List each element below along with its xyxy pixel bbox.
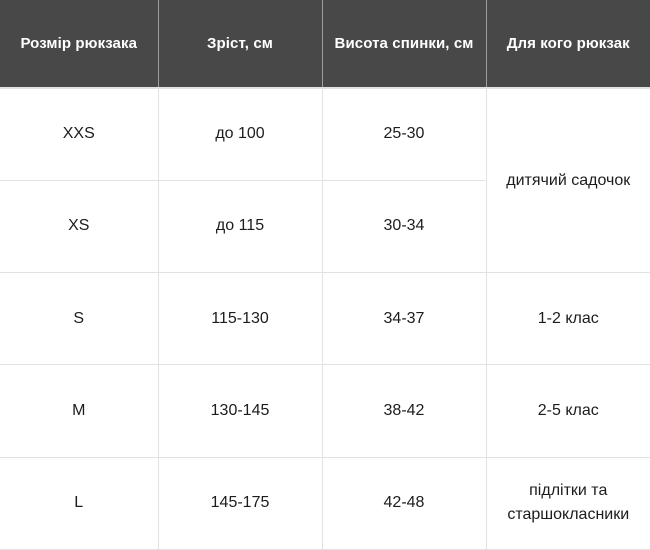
cell-size: XS [0,180,158,272]
cell-back-height: 25-30 [322,88,486,180]
cell-for-whom: 1-2 клас [486,273,650,365]
table-body [0,88,650,550]
header-cell-for-whom: Для кого рюкзак [486,0,650,88]
cell-height-range: до 100 [158,88,322,180]
cell-size: S [0,273,158,365]
header-cell-height: Зріст, см [158,0,322,88]
header-row [0,0,650,88]
cell-height-range: 115-130 [158,273,322,365]
header-cell-back-height: Висота спинки, см [322,0,486,88]
cell-for-whom-merged: дитячий садочок [486,88,650,273]
cell-height-range: 130-145 [158,365,322,457]
table-row-s [0,273,650,365]
cell-height-range: до 115 [158,180,322,272]
cell-back-height: 34-37 [322,273,486,365]
cell-size: L [0,457,158,549]
cell-for-whom: 2-5 клас [486,365,650,457]
cell-height-range: 145-175 [158,457,322,549]
cell-back-height: 38-42 [322,365,486,457]
header-cell-size: Розмір рюкзака [0,0,158,88]
cell-back-height: 42-48 [322,457,486,549]
cell-size: M [0,365,158,457]
table-row-l [0,457,650,549]
table-row-m [0,365,650,457]
table-header [0,0,650,88]
cell-back-height: 30-34 [322,180,486,272]
cell-for-whom: підлітки та старшокласники [486,457,650,549]
table-row-xxs [0,88,650,180]
cell-size: XXS [0,88,158,180]
